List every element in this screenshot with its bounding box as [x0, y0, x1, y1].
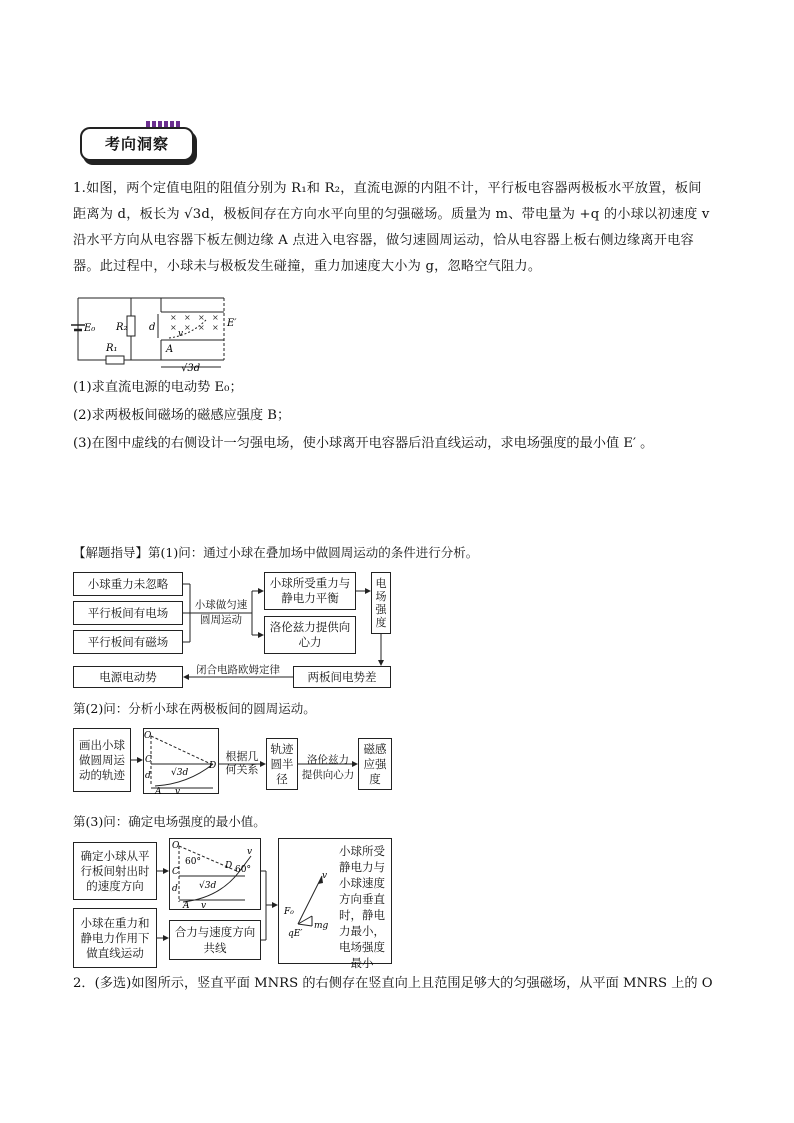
flow1-gravity-box: 小球重力未忽略	[73, 572, 183, 596]
flow3-collinear-box: 合力与速度方向共线	[169, 920, 261, 960]
flow1-ohm-law-label: 闭合电路欧姆定律	[196, 664, 280, 676]
flow3-fig-O: O	[172, 841, 180, 851]
flow2-b-field-box: 磁感应强度	[358, 738, 392, 790]
section-badge-label: 考向洞察	[104, 135, 169, 153]
flow3-vec-mg: mg	[314, 921, 329, 931]
field-cross: ×	[198, 323, 205, 332]
flow3-fig-angle-1: 60°	[185, 857, 201, 867]
flow2-fig-A: A	[155, 787, 162, 797]
flow2-fig-O: O	[144, 731, 152, 741]
flow2-radius-box: 轨迹圆半径	[266, 738, 298, 790]
flow3-fig-v: v	[247, 847, 253, 857]
flow3-linear-motion-box: 小球在重力和静电力作用下做直线运动	[73, 908, 157, 968]
flow1-potential-diff-box: 两板间电势差	[293, 666, 391, 688]
flow1-lorentz-box: 洛伦兹力提供向心力	[264, 616, 356, 654]
flow1-emf-box: 电源电动势	[73, 666, 183, 688]
flow3-fig-angle-2: 60°	[235, 865, 251, 875]
circuit-label-d: d	[149, 322, 156, 333]
flow3-fig-d: d	[172, 884, 178, 894]
flow2-fig-C: C	[145, 755, 152, 765]
flow1-bfield-box: 平行板间有磁场	[73, 630, 183, 654]
circuit-label-length: √3d	[181, 363, 201, 374]
flow2-fig-D: D	[209, 761, 217, 771]
flow2-fig-len: √3d	[171, 768, 189, 778]
flow3-fig-D: D	[225, 861, 233, 871]
flow2-fig-v: v	[175, 787, 181, 797]
flow2-geometry-label: 根据几何关系	[225, 750, 259, 776]
guide-part3-title: 第(3)问：确定电场强度的最小值。	[73, 814, 266, 829]
field-cross: ×	[212, 313, 219, 322]
circuit-label-E0: E₀	[84, 323, 96, 334]
circuit-label-R1: R₁	[106, 343, 118, 354]
flow1-balance-box: 小球所受重力与静电力平衡	[264, 572, 356, 610]
flow3-vec-F0: F₀	[284, 907, 294, 917]
flow3-fig-A: A	[183, 901, 190, 911]
question-3: (3)在图中虚线的右侧设计一匀强电场，使小球离开电容器后沿直线运动，求电场强度的最小值 E′ 。	[73, 436, 654, 451]
problem1-line4: 器。此过程中，小球未与极板发生碰撞，重力加速度大小为 g，忽略空气阻力。	[73, 259, 542, 274]
problem1-line2: 距离为 d，板长为 √3d，极板间存在方向水平向里的匀强磁场。质量为 m、带电量为 +q 的小球以初速度 v	[73, 207, 710, 222]
guide-intro: 【解题指导】第(1)问：通过小球在叠加场中做圆周运动的条件进行分析。	[73, 545, 479, 560]
flow3-vec-v: v	[322, 871, 328, 881]
flow3-exit-direction-box: 确定小球从平行板间射出时的速度方向	[73, 842, 157, 900]
question-1: (1)求直流电源的电动势 E₀；	[73, 380, 243, 395]
flow2-lorentz-label-2: 提供向心力	[301, 769, 355, 781]
field-cross: ×	[184, 313, 191, 322]
circuit-label-v: v	[178, 329, 184, 339]
guide-part2-title: 第(2)问：分析小球在两极板间的圆周运动。	[73, 701, 316, 716]
flow1-field-strength-box: 电场强度	[371, 572, 391, 634]
flow2-fig-d: d	[145, 771, 151, 781]
question-2: (2)求两极板间磁场的磁感应强度 B；	[73, 408, 291, 423]
circuit-label-R2: R₂	[116, 322, 128, 333]
field-cross: ×	[198, 313, 205, 322]
field-cross: ×	[184, 323, 191, 332]
flow3-conclusion-text: 小球所受静电力与小球速度方向垂直时，静电力最小，电场强度最小	[334, 842, 390, 962]
flow2-draw-path-box: 画出小球做圆周运动的轨迹	[73, 728, 131, 792]
flow3-fig-len: √3d	[199, 881, 217, 891]
flow1-efield-box: 平行板间有电场	[73, 601, 183, 625]
flow2-lorentz-label-1: 洛伦兹力	[307, 754, 349, 766]
field-cross: ×	[170, 323, 177, 332]
flow1-arrow-label-1: 小球做匀速	[194, 599, 248, 611]
flow3-fig-v2: v	[201, 901, 207, 911]
field-cross: ×	[170, 313, 177, 322]
problem1-line3: 沿水平方向从电容器下板左侧边缘 A 点进入电容器，做匀速圆周运动，恰从电容器上板右侧边缘离开电容	[73, 233, 694, 248]
flow3-fig-C: C	[172, 867, 179, 877]
problem2-line1: 2．(多选)如图所示，竖直平面 MNRS 的右侧存在竖直向上且范围足够大的匀强磁场，从平面 MNRS 上的 O	[73, 976, 713, 991]
flow3-vec-qE: qE′	[288, 929, 303, 939]
field-cross: ×	[212, 323, 219, 332]
problem1-line1: 1.如图，两个定值电阻的阻值分别为 R₁和 R₂，直流电源的内阻不计，平行板电容器两极板水平放置，板间	[73, 181, 702, 196]
circuit-label-Eprime: E′	[227, 318, 237, 329]
flow1-arrow-label-2: 圆周运动	[200, 614, 242, 626]
circuit-label-A: A	[166, 344, 174, 355]
